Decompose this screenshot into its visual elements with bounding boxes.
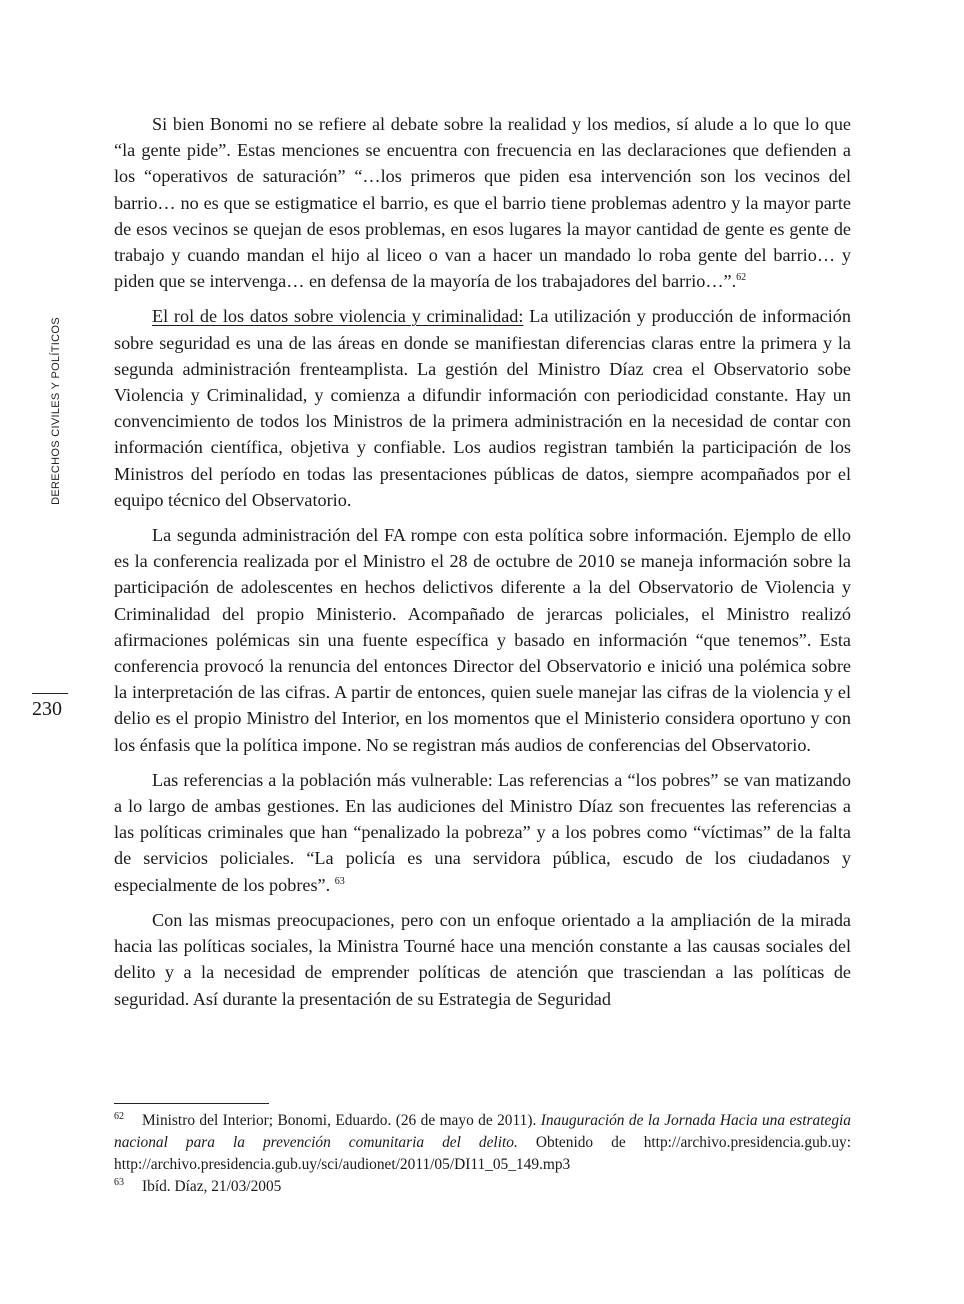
paragraph-1: Si bien Bonomi no se refiere al debate sobre la realidad y los medios, sí alude a lo que lo que “la gente pide”. Estas menciones se encuentra con frecuencia en las declaraciones que defienden a los “operativos de saturación” “…los primeros que piden esa intervención son los vecinos del barrio… no es que se estigmatice el barrio, es que el barrio tiene problemas adentro y la mayor parte de esos vecinos se quejan de esos problemas, en esos lugares la mayor cantidad de gente es gente de trabajo y cuando mandan el hijo al liceo o van a hacer un mandado lo roba gente del barrio… y piden que se intervenga… en defensa de la mayoría de los trabajadores del barrio…”.$^{62}$ [114,114,851,292]
paragraph-4: Las referencias a la población más vulnerable: Las referencias a “los pobres” se van matizando a lo largo de ambas gestiones. En las audiciones del Ministro Díaz son frecuentes las referencias a las políticas criminales que han “penalizado la pobreza” y a los pobres como “víctimas” de la falta de servicios policiales. “La policía es una servidora pública, escudo de los ciudadanos y especialmente de los pobres”. $^{63}$ [114,769,851,895]
paragraph-3: La segunda administración del FA rompe con esta política sobre información. Ejemplo de ello es la conferencia realizada por el Ministro el 28 de octubre de 2010 se maneja información sobre la participación de adolescentes en hechos delictivos diferente a la del Observatorio de Violencia y Criminalidad del propio Ministerio. Acompañado de jerarcas policiales, el Ministro realizó afirmaciones polémicas sin una fuente específica y basado en información “que tenemos”. Esta conferencia provocó la renuncia del entonces Director del Observatorio e inició una polémica sobre la interpretación de las cifras. A partir de entonces, quien suele manejar las cifras de la violencia y el delio es el propio Ministro del Interior, en los momentos que el Ministerio considera oportuno y con los énfasis que la política impone. No se registran más audios de conferencias del Observatorio. [114,525,851,755]
page-number: 230 [32,698,62,720]
footnote-separator [114,1103,269,1104]
page-number-rule [32,693,68,694]
footnote-ref-62[interactable]: 62 [736,272,747,284]
body-text [114,111,851,1021]
footnote-ref-63[interactable]: 63 [334,875,345,887]
footnote-link[interactable]: Obtenido de http://archivo.presidencia.gub.uy: http://archivo.presidencia.gub.uy/sci/audionet/2011/05/DI11_05_149.mp3 [114,1134,851,1173]
section-label-text: DERECHOS CIVILES Y POLÍTICOS [50,317,62,505]
footnotes [114,1110,851,1198]
paragraph-5: Con las mismas preocupaciones, pero con un enfoque orientado a la ampliación de la mirada hacia las políticas sociales, la Ministra Tourné hace una mención constante a las causas sociales del delito y a la necesidad de emprender políticas de atención que trasciendan a las políticas de seguridad. Así durante la presentación de su Estrategia de Seguridad [114,909,851,1009]
running-section-label [46,312,66,510]
paragraph-2: El rol de los datos sobre violencia y criminalidad: La utilización y producción de información sobre seguridad es una de las áreas en donde se manifiestan diferencias claras entre la primera y la segunda administración frenteamplista. La gestión del Ministro Díaz crea el Observatorio sobe Violencia y Criminalidad, y comienza a difundir información con periodicidad constante. Hay un convencimiento de todos los Ministros de la primera administración en la necesidad de contar con información científica, objetiva y confiable. Los audios registran también la participación de los Ministros del período en todas las presentaciones públicas de datos, siempre acompañados por el equipo técnico del Observatorio. [114,306,851,510]
footnote-62: 62 Ministro del Interior; Bonomi, Eduardo. (26 de mayo de 2011). Inauguración de la Jornada Hacia una estrategia nacional para la prevención comunitaria del delito. Obtenido de http://archivo.presidencia.gub.uy: http://archivo.presidencia.gub.uy/sci/audionet/2011/05/DI11_05_149.mp3 [114,1110,852,1173]
footnote-63: 63 Ibíd. Díaz, 21/03/2005 [114,1176,282,1195]
paragraph-heading: El rol de los datos sobre violencia y criminalidad: [152,306,524,327]
